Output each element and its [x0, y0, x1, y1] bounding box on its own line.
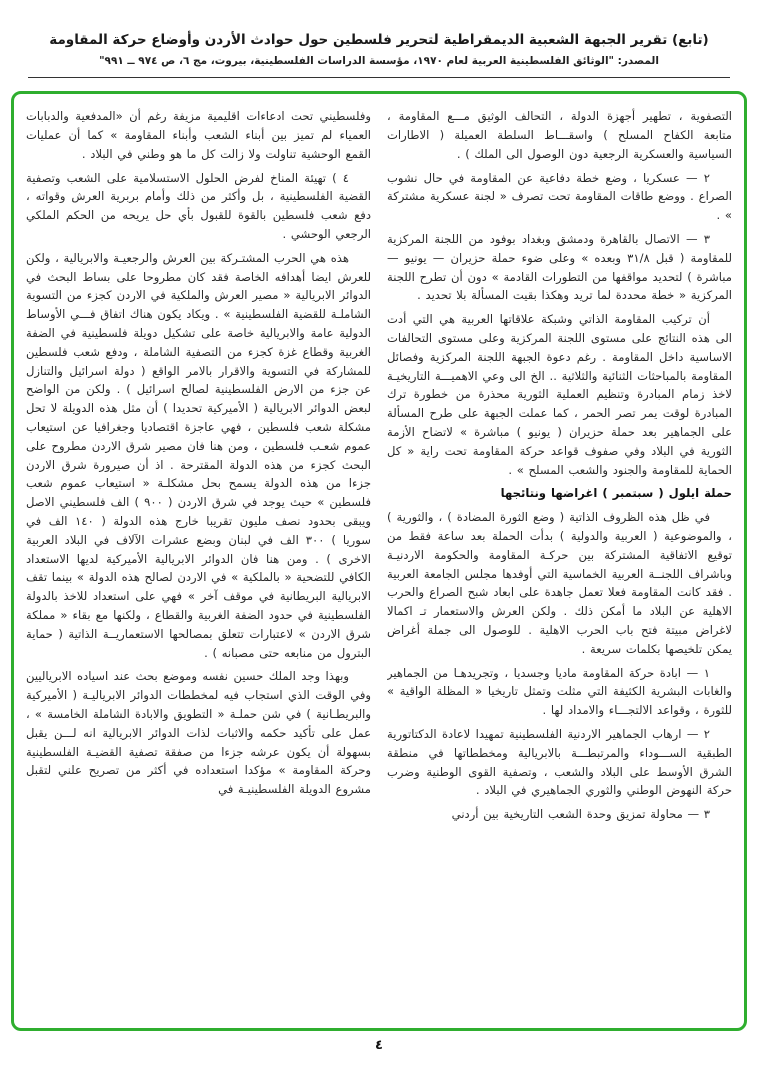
left-column	[26, 107, 371, 1018]
header-divider	[28, 77, 730, 78]
paragraph: ٣ — محاولة تمزيق وحدة الشعب التاريخية بين أردني	[451, 807, 710, 822]
document-title: (تابع) تقرير الجبهة الشعبية الديمقراطية لتحرير فلسطين حول حوادث الأردن وأوضاع حركة المقاومة	[49, 32, 709, 48]
paragraph: التصفوية ، تطهير أجهزة الدولة ، التحالف الوثيق مـــع المقاومة ، متابعة الكفاح المسلح ) واسقـــاط السلطة العميلة ( الاطارات السياسية والعسكرية الرجعية دون الوصول الى الملك ) .	[387, 109, 732, 161]
source-line: المصدر: "الوثائق الفلسطينية العربية لعام ١٩٧٠، مؤسسة الدراسات الفلسطينية، بيروت، مج ٦، ص ٩٧٤ ــ ٩٩١"	[99, 55, 659, 68]
paragraph: هذه هي الحرب المشتـركة بين العرش والرجعيـة والابريالية ، ولكن للعرش ايضا أهدافه الخاصة فقد كان مطروحا على بساط البحث في الدوائر الابريالية « مصير العرش والملكية في الاردن كجزء من التسوية الشاملـة للقضية الفلسطينية » . ويكاد يكون هناك اتفاق فـــي الأوساط الدولية عامة والابريالية خاصة على تشكيل دويلة فلسطينية في الضفة الغربية وقطاع غزة كجزء من التصفية الشاملة ، ودفع شعب فلسطين للمشاركة في التسوية والاقرار بالامر الواقع ( دولة اسرائيل والتنازل عن جزء من الارض الفلسطينية لصالح اسرائيل ) . ولكن من الواضح لبعض الدوائر الابريالية ( الأميركية تحديدا ) أن مثل هذه الدويلة لا تحل مشكلة شعب فلسطين ، فهي عاجزة اقتصاديا وجغرافيا عن استيعاب عموم شعـب فلسطين ، ومن هنا فان مصير شرق الاردن مطروح على البحث كجزء من هذه الدولة المقترحة . اذ أن صيرورة شرق الاردن جزءا من هذه الدولة يسمح بحل مشكلـة « استيعاب عموم شعب فلسطين » حيث يوجد في شرق الاردن ( ٩٠٠ ) الف فلسطيني الاصل ويبقى بحدود نصف مليون تقريبا خارج هذه الدولة ( ١٤٠ الف في سوريا ) ٣٠٠ الف في لبنان وبضع عشرات الآلاف في البلاد العربية الاخرى ) . ومن هنا فان الدوائر الابريالية الأميركية لديها الاستعداد الكافي للتضحية « بالملكية » في الاردن لصالح هذه الدولة » بينما تقف الابريالية البريطانية في موقف آخر » فهي على استعداد للاخذ بالدولة الفلسطينية في حدود الضفة الغربية والقطاع ، ولكنها مع بقاء « مملكة شرق الاردن » لاعتبارات تتعلق بمصالحها الاستعماريــة الذاتية ( حماية البترول من منابعه حتى مصبانه ) .	[26, 250, 371, 660]
page-number: ٤	[375, 1038, 383, 1054]
right-column	[387, 107, 732, 1018]
paragraph: وفلسطيني تحت ادعاءات اقليمية مزيفة رغم أن «المدفعية والدبابات العمياء لم تميز بين أبناء الشعب وأبناء المقاومة » كما أن عمليات القمع الوحشية تناولت ولا زالت كل ما هو وطني في البلاد .	[26, 109, 371, 161]
two-column-layout	[26, 107, 732, 1018]
paragraph: في ظل هذه الظروف الذاتية ( وضع الثورة المضادة ) ، والثورية ) ، والموضوعية ( العربية والدولية ) بدأت الحملة بعد ساعة فقط من توقيع الاتفاقية المشتركة بين حركـة المقاومة والحكومة الاردنيـة وباشراف اللجنــة العربية الخماسية التي أوفدها مجلس الجامعة العربية . فقد كانت المقاومة فعلا تعمل جاهدة على ابعاد شبح الصراع والحرب الاهلية عن البلاد ما أمكن ذلك . ولكن العرش والاستعمار تـ اكمالا لاغراض مبيتة فتح باب الحرب الاهلية . للوصول الى جملة أغراض يمكن تلخيصها بكلمات سريعة .	[387, 510, 732, 656]
paragraph: ٣ — الاتصال بالقاهرة ودمشق وبغداد بوفود من اللجنة المركزية للمقاومة ( قبل ٣١/٨ وبعده » وعلى ضوء حملة حزيران — يونيو — مباشرة ) لتحديد مواقفها من التطورات القادمة » دون أن تطرح اللجنة المركزية « خطة محددة لما تريد وهكذا بقيت المسألة بلا تحديد .	[387, 232, 732, 303]
paragraph: أن تركيب المقاومة الذاتي وشبكة علاقاتها العربية هي التي أدت الى هذه النتائج على مستوى اللجنة المركزية وعلى مستوى التحالفات الاساسية داخل المقاومة . رغم دعوة الجبهة اللجنة المركزية وفصائل المقاومة بالمباحثات الثنائية والثلاثية .. الخ الى وعي الاهميـــة التاريخيـة لاخذ زمام المبادرة وتنظيم العملية الثورية محذرة من خطورة ترك المبادرة لوقت يمر تصر الحمر ، كما عملت الجبهة على طرح المسألة على الجماهير بعد حملة حزيران ( يونيو ) مباشرة » لاتضاح الأزمة الثورية في البلاد وفي صفوف قواعد حركة المقاومة تحت راية « كل الحماية للمقاومة والجنود والشعب المسلح » .	[387, 312, 732, 477]
paragraph: ١ — ابادة حركة المقاومة ماديا وجسديا ، وتجريدهـا من الجماهير والغابات البشرية الكثيفة التي مثلت وتمثل تاريخيا « المظلة الواقية » للثورة ، وقواعد الالتجـــاء والامداد لها .	[387, 665, 732, 718]
paragraph: وبهذا وجد الملك حسين نفسه وموضع بحث عند اسياده الابرياليين وفي الوقت الذي استجاب فيه لمخططات الدوائر الابرياليـة ( الأميركية والبريطـانية ) في شن حملـة « التطويق والابادة الشاملة الخامسة » ، عمل على تأكيد حكمه والاثبات لذات الدوائر الابريالية انه لـــن يقبل بسهولة أن يكون عرشه جزءا من صفقة تصفية القضيـة الفلسطينية وحركة المقاومة » مؤكدا استعداده في أكثر من تصريح علني لتقبل مشروع الدويلة الفلسطينيـة في	[26, 669, 371, 797]
document-header	[0, 0, 758, 67]
paragraph: ٢ — ارهاب الجماهير الاردنية الفلسطينية تمهيدا لاعادة الدكتاتورية الطبقية الســـوداء والمرتبطـــة بالابريالية ومخططاتها في منطقة الشرق الأوسط على البلاد والشعب ، وتصفية القوى الوطنية وضرب حركة النهوض الوطني والثوري الجماهيري في البلاد .	[387, 726, 732, 798]
content-frame	[11, 91, 747, 1031]
paragraph: ٤ ) تهيئة المناخ لفرض الحلول الاستسلامية على الشعب وتصفية القضية الفلسطينية ، بل وأكثر من ذلك وأمام بربرية العرش وقواته ، دفع شعب فلسطين بالقوة للقبول بأي حل يريحه من الحكم الملكي الرجعي الوحشي .	[26, 170, 371, 242]
section-heading: حملة ايلول ( سبتمبر ) اغراضها ونتائجها	[500, 486, 732, 501]
paragraph: ٢ — عسكريا ، وضع خطة دفاعية عن المقاومة في حال نشوب الصراع . ووضع طاقات المقاومة تحت تصرف « لجنة عسكرية مشتركة » .	[387, 170, 732, 223]
